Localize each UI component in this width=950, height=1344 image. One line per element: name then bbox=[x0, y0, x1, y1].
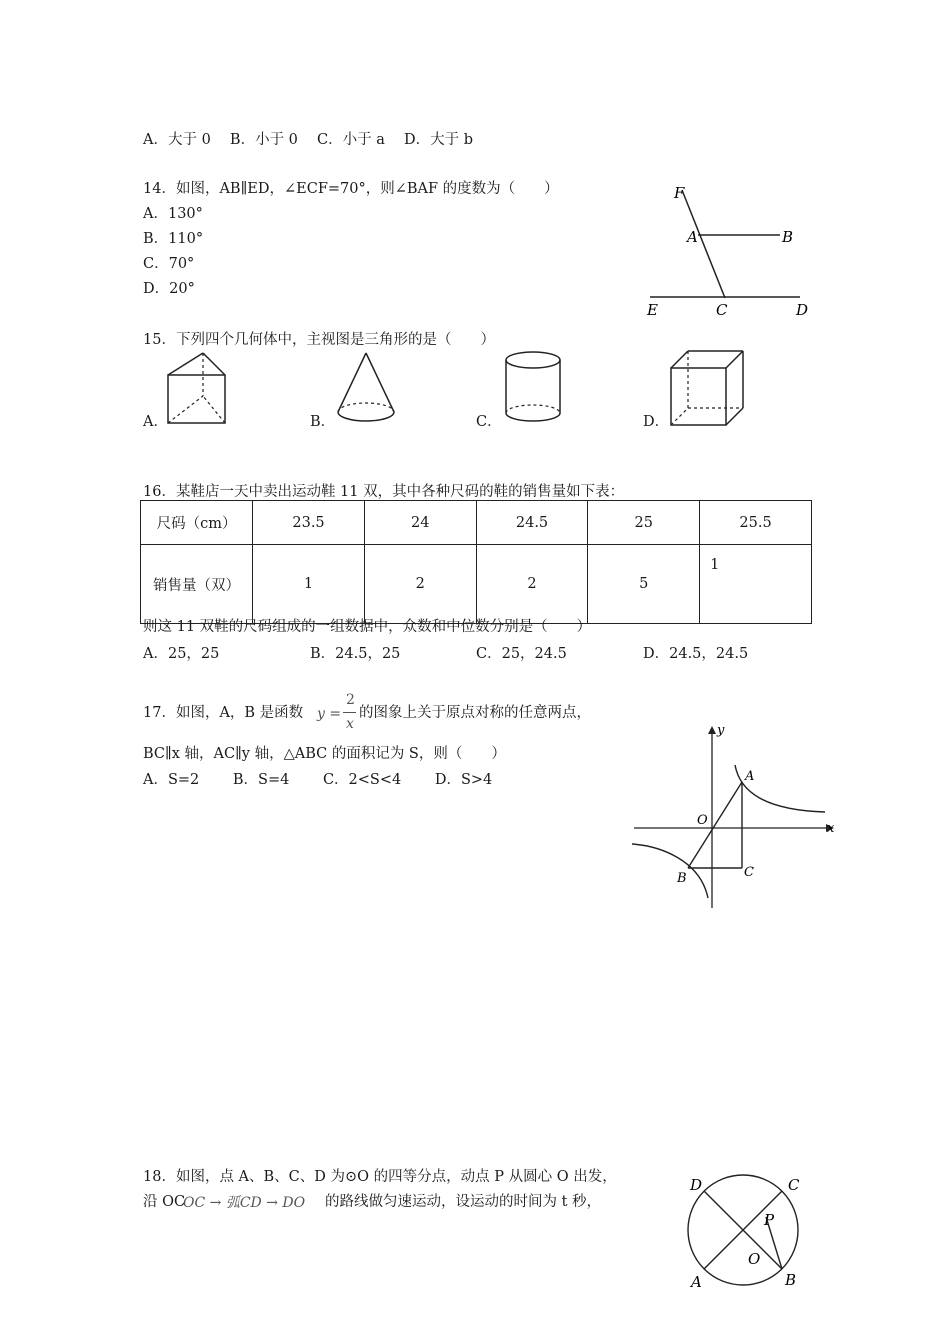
q18-path: OC → 弧CD → DO bbox=[183, 1195, 306, 1211]
table-cell: 1 bbox=[253, 545, 365, 624]
table-row bbox=[141, 501, 812, 545]
cone-figure bbox=[332, 348, 400, 428]
label-b: B bbox=[677, 871, 687, 886]
q17-func-y: y = bbox=[317, 706, 342, 722]
q16-option-d: D．24.5，24.5 bbox=[643, 646, 749, 662]
q15-option-a: A． bbox=[143, 414, 168, 430]
cube-figure bbox=[665, 346, 750, 430]
label-x: x bbox=[827, 821, 835, 836]
label-p: P bbox=[764, 1211, 775, 1229]
label-o: O bbox=[748, 1250, 761, 1268]
q17-func-num: 2 bbox=[346, 692, 355, 708]
q18-line2-a: 沿 OC bbox=[143, 1194, 186, 1210]
q17-line2: BC∥x 轴，AC∥y 轴，△ABC 的面积记为 S，则（ ） bbox=[143, 746, 506, 762]
q15-stem: 15．下列四个几何体中，主视图是三角形的是（ ） bbox=[143, 332, 495, 348]
label-a: A bbox=[745, 769, 755, 784]
label-o: O bbox=[697, 813, 708, 828]
q15-option-c: C． bbox=[476, 414, 502, 430]
q14-option-c: C．70° bbox=[143, 256, 195, 272]
q18-line1: 18．如图，点 A、B、C、D 为⊙O 的四等分点，动点 P 从圆心 O 出发， bbox=[143, 1169, 617, 1185]
shoe-size-table bbox=[140, 500, 812, 624]
table-cell: 25.5 bbox=[700, 501, 812, 545]
label-a: A bbox=[687, 228, 698, 246]
q17-figure bbox=[630, 720, 840, 915]
q17-options: A．S=2 B．S=4 C．2<S<4 D．S>4 bbox=[143, 772, 493, 788]
q15-option-d: D． bbox=[643, 414, 670, 430]
q14-option-a: A．130° bbox=[143, 206, 203, 222]
label-c: C bbox=[716, 301, 728, 319]
q14-option-b: B．110° bbox=[143, 231, 204, 247]
q15-option-b: B． bbox=[310, 414, 336, 430]
table-cell: 23.5 bbox=[253, 501, 365, 545]
label-c: C bbox=[744, 865, 754, 880]
q16-option-a: A．25，25 bbox=[143, 646, 220, 662]
q18-figure bbox=[680, 1168, 815, 1293]
label-a: A bbox=[691, 1273, 702, 1291]
label-f: F bbox=[674, 184, 685, 202]
label-d: D bbox=[796, 301, 809, 319]
q14-stem: 14．如图，AB∥ED，∠ECF=70°，则∠BAF 的度数为（ ） bbox=[143, 181, 559, 197]
table-cell: 尺码（cm） bbox=[141, 501, 253, 545]
q16-stem: 16．某鞋店一天中卖出运动鞋 11 双，其中各种尺码的鞋的销售量如下表： bbox=[143, 484, 625, 500]
table-cell: 2 bbox=[364, 545, 476, 624]
q16-option-b: B．24.5，25 bbox=[310, 646, 401, 662]
cylinder-figure bbox=[500, 348, 566, 428]
table-cell: 24 bbox=[364, 501, 476, 545]
table-cell: 2 bbox=[476, 545, 588, 624]
table-row bbox=[141, 545, 812, 624]
q18-line2-b: 的路线做匀速运动，设运动的时间为 t 秒， bbox=[325, 1194, 602, 1210]
label-b: B bbox=[782, 228, 794, 246]
q16-option-c: C．25，24.5 bbox=[476, 646, 567, 662]
table-cell: 销售量（双） bbox=[141, 545, 253, 624]
table-cell: 24.5 bbox=[476, 501, 588, 545]
label-b: B bbox=[785, 1271, 797, 1289]
fraction-bar bbox=[343, 712, 356, 713]
q17-stem-b: 的图象上关于原点对称的任意两点， bbox=[359, 705, 591, 721]
q14-option-d: D．20° bbox=[143, 281, 195, 297]
label-d: D bbox=[690, 1176, 703, 1194]
label-y: y bbox=[717, 723, 725, 738]
q13-options: A．大于 0 B．小于 0 C．小于 a D．大于 b bbox=[143, 132, 473, 148]
table-cell: 25 bbox=[588, 501, 700, 545]
q17-func-den: x bbox=[346, 716, 354, 732]
q16-question: 则这 11 双鞋的尺码组成的一组数据中，众数和中位数分别是（ ） bbox=[143, 619, 592, 635]
hyperbola-left bbox=[632, 844, 708, 898]
prism-figure bbox=[160, 348, 235, 430]
q14-figure bbox=[630, 178, 830, 323]
table-cell: 1 bbox=[700, 545, 812, 624]
label-e: E bbox=[647, 301, 658, 319]
label-c: C bbox=[788, 1176, 800, 1194]
table-cell: 5 bbox=[588, 545, 700, 624]
q17-stem-a: 17．如图，A，B 是函数 bbox=[143, 705, 304, 721]
